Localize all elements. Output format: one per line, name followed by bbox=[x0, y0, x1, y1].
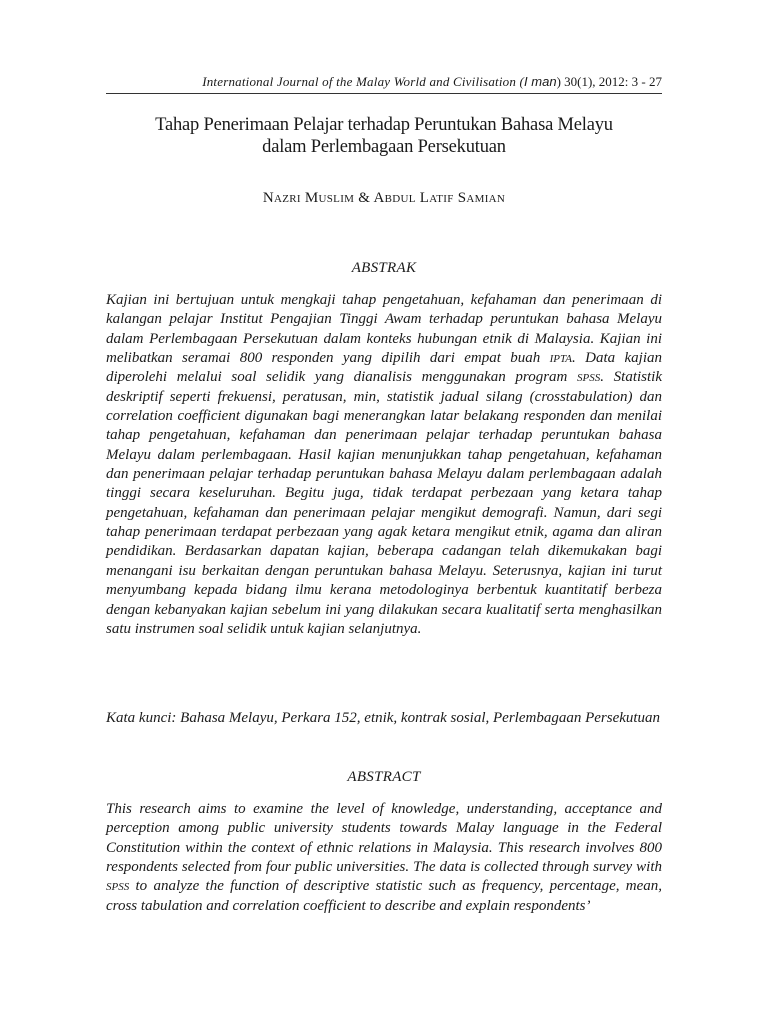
abstract-heading: ABSTRACT bbox=[347, 769, 421, 785]
abstrak-text-2: . Data kajian diperolehi melalui soal selidik yang dianalisis menggunakan program bbox=[106, 350, 662, 386]
abstrak-ipta: ipta bbox=[549, 350, 573, 367]
journal-name: International Journal of the Malay World and Civilisation ( bbox=[202, 74, 525, 89]
abstract-text-1: This research aims to examine the level of knowledge, understanding, acceptance and perception among public university students towards Malay language in the Federal Constitution within the context of ethnic relations in Malaysia. This research involves 800 respondents selected from four public universities. The data is collected through survey with bbox=[106, 801, 662, 876]
title-line-1: Tahap Penerimaan Pelajar terhadap Peruntukan Bahasa Melayu bbox=[155, 115, 613, 135]
abstract-spss: spss bbox=[106, 878, 130, 895]
journal-iman: I man bbox=[524, 74, 557, 89]
title-line-2: dalam Perlembagaan Persekutuan bbox=[262, 137, 506, 157]
abstrak-heading: ABSTRAK bbox=[351, 260, 417, 276]
abstrak-body bbox=[106, 291, 662, 639]
running-head bbox=[106, 74, 662, 94]
authors: Nazri Muslim & Abdul Latif Samian bbox=[262, 190, 506, 206]
abstrak-spss: spss bbox=[577, 369, 601, 386]
kata-kunci: Kata kunci: Bahasa Melayu, Perkara 152, etnik, kontrak sosial, Perlembagaan Persekutuan bbox=[106, 710, 661, 726]
abstrak-text-3: . Statistik deskriptif seperti frekuensi, peratusan, min, statistik jadual silang (crosstabulation) dan correlation coefficient digunakan bagi menerangkan latar belakang responden dan menilai tahap pengetahuan, kefahaman dan penerimaan pelajar terhadap peruntukan bahasa Melayu dalam perlembagaan. Hasil kajian menunjukkan tahap pengetahuan, kefahaman dan penerimaan pelajar terhadap peruntukan bahasa Melayu dalam perlembagaan adalah tinggi secara keseluruhan. Begitu juga, tidak terdapat perbezaan yang ketara tahap pengetahuan, kefahaman dan penerimaan pelajar mengikut demografi. Namun, dari segi tahap penerimaan terdapat perbezaan yang agak ketara mengikut etnik, agama dan aliran pendidikan. Berdasarkan dapatan kajian, beberapa cadangan telah dikemukakan bagi menangani isu berkaitan dengan peruntukan bahasa Melayu. Seterusnya, kajian ini turut menyumbang kepada bidang ilmu kerana metodologinya berbentuk kuantitatif berbeza dengan kebanyakan kajian sebelum ini yang dilakukan secara kualitatif serta menghasilkan satu instrumen soal selidik untuk kajian selanjutnya. bbox=[106, 369, 662, 637]
journal-volume: ) 30(1), 2012: 3 - 27 bbox=[556, 74, 662, 89]
paper-title bbox=[106, 114, 662, 158]
abstrak-text-1: Kajian ini bertujuan untuk mengkaji tahap pengetahuan, kefahaman dan penerimaan di kalangan pelajar Institut Pengajian Tinggi Awam terhadap peruntukan bahasa Melayu dalam Perlembagaan Persekutuan dalam konteks hubungan etnik di Malaysia. Kajian ini melibatkan seramai 800 responden yang dipilih dari empat buah bbox=[106, 292, 662, 367]
abstract-text-2: to analyze the function of descriptive statistic such as frequency, percentage, mean, cross tabulation and correlation coefficient to describe and explain respondents’ bbox=[106, 878, 662, 914]
abstract-body bbox=[106, 800, 662, 916]
